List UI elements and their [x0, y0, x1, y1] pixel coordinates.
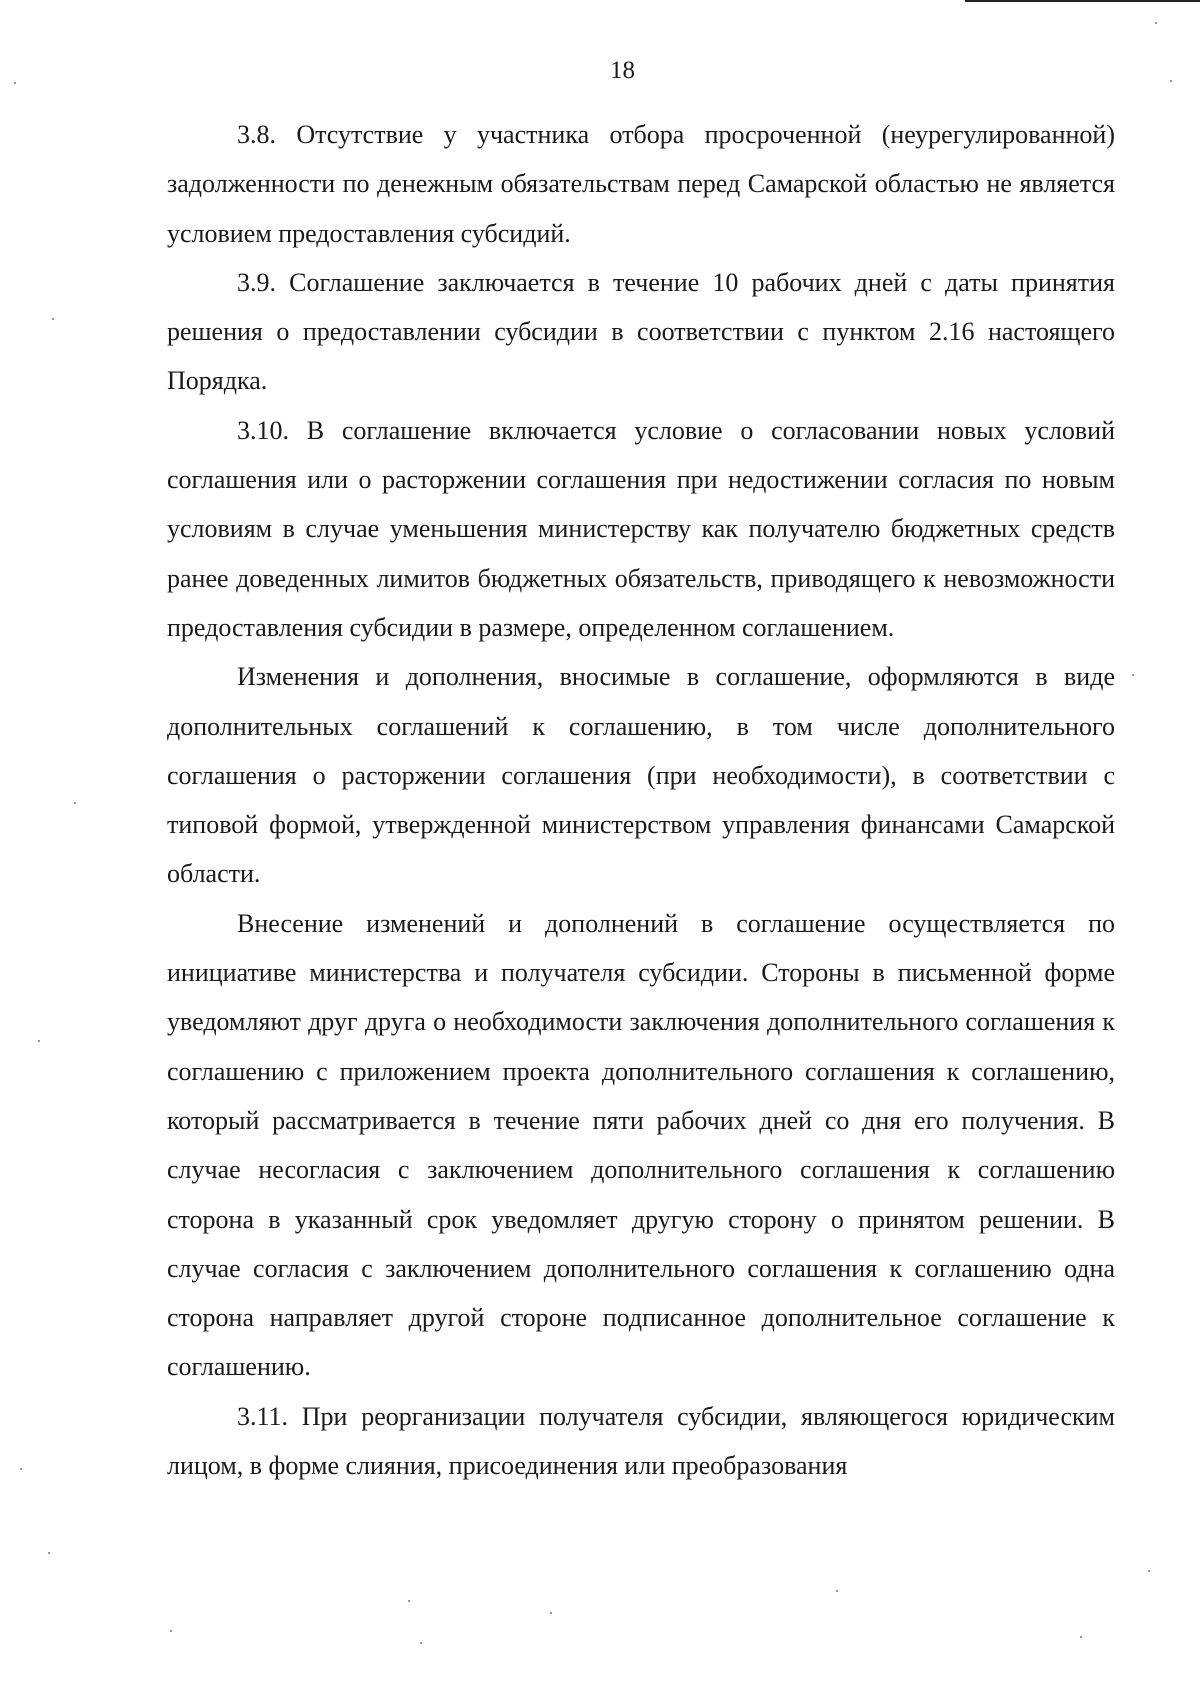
- scan-speck: [1132, 674, 1134, 676]
- scan-speck: [420, 1642, 422, 1644]
- scan-speck: [1170, 80, 1172, 82]
- paragraph-amendments-procedure: Внесение изменений и дополнений в соглашение осуществляется по инициативе министерства и получателя субсидии. Стороны в письменной форме уведомляют друг друга о необходимости заключения дополнительного соглашения к соглашению с приложением проекта дополнительного соглашения к соглашению, который рассматривается в течение пяти рабочих дней со дня его получения. В случае несогласия с заключением дополнительного соглашения к соглашению сторона в указанный срок уведомляет другую сторону о принятом решении. В случае согласия с заключением дополнительного соглашения к соглашению одна сторона направляет другой стороне подписанное дополнительное соглашение к соглашению.: [167, 908, 1115, 1382]
- scan-speck: [14, 82, 16, 84]
- scan-speck: [74, 802, 76, 804]
- scan-speck: [550, 1612, 552, 1614]
- top-edge-rule: [965, 0, 1200, 2]
- paragraph-3-10: 3.10. В соглашение включается условие о согласовании новых условий соглашения или о расторжении соглашения при недостижении согласия по новым условиям в случае уменьшения министерству как получателю бюджетных средств ранее доведенных лимитов бюджетных обязательств, приводящего к невозможности предоставления субсидии в размере, определенном соглашением.: [167, 415, 1115, 642]
- scan-speck: [20, 1468, 22, 1470]
- document-body: [167, 110, 1115, 1490]
- scan-speck: [1080, 1636, 1082, 1638]
- scan-speck: [408, 1600, 410, 1602]
- scan-speck: [48, 1552, 50, 1554]
- paragraph-amendments-form: Изменения и дополнения, вносимые в соглашение, оформляются в виде дополнительных соглашений к соглашению, в том числе дополнительного соглашения о расторжении соглашения (при необходимости), в соответствии с типовой формой, утвержденной министерством управления финансами Самарской области.: [167, 662, 1115, 889]
- scan-speck: [170, 1630, 172, 1632]
- scan-speck: [1148, 1570, 1150, 1572]
- scan-speck: [38, 1040, 40, 1042]
- scan-speck: [836, 1590, 838, 1592]
- scan-speck: [52, 318, 54, 320]
- paragraph-3-11: 3.11. При реорганизации получателя субсидии, являющегося юридическим лицом, в форме слияния, присоединения или преобразования: [167, 1401, 1115, 1481]
- scan-speck: [1155, 22, 1157, 24]
- paragraph-3-9: 3.9. Соглашение заключается в течение 10 рабочих дней с даты принятия решения о предоставлении субсидии в соответствии с пунктом 2.16 настоящего Порядка.: [167, 267, 1115, 396]
- paragraph-3-8: 3.8. Отсутствие у участника отбора просроченной (неурегулированной) задолженности по денежным обязательствам перед Самарской областью не является условием предоставления субсидий.: [167, 120, 1115, 248]
- page-number: 18: [610, 57, 635, 84]
